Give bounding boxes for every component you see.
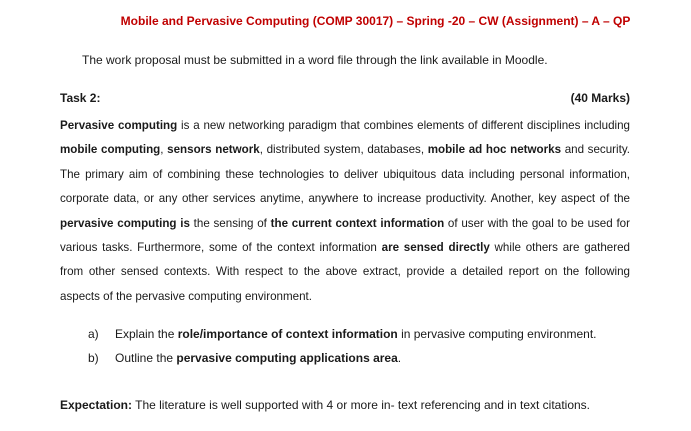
para-run: while others are gathered from other sensed contexts. With respect to the above extract, provide a detailed report on the following aspects of the pervasive computing environment. [60,241,631,303]
expectation [60,398,590,412]
para-run: , distributed system, databases, [259,143,428,157]
para-run: are sensed directly [381,241,490,255]
para-run: mobile ad hoc networks [427,143,562,157]
item-run: pervasive computing applications area [176,351,398,365]
para-run: , [160,143,168,157]
expectation-label: Expectation: [60,398,133,412]
task-header [60,91,630,105]
item-run: in pervasive computing environment. [397,327,597,341]
task-description [60,114,630,309]
task-items-list [88,322,648,370]
item-run: role/importance of context information [177,327,398,341]
task-label: Task 2: [60,91,101,105]
para-run: the sensing of [189,216,271,230]
para-run: and security. The primary aim of combining these technologies to deliver ubiquitous data including personal information, corporate data, or any other services anytime, anywhere to increase productivity. Another, key aspect of the [60,143,630,206]
expectation-text: The literature is well supported with 4 or more in- text referencing and in text citations. [132,398,591,412]
list-marker: b) [88,351,99,365]
task-marks: (40 Marks) [570,91,630,105]
list-item-text [115,322,597,346]
item-run: Explain the [115,327,178,341]
list-item [88,322,648,346]
para-run: sensors network [167,143,260,157]
para-run: pervasive computing is [60,216,190,230]
para-run: mobile computing [60,143,161,157]
para-run: is a new networking paradigm that combines elements of different disciplines including [177,119,630,132]
list-marker: a) [88,327,99,341]
item-run: Outline the [115,351,177,365]
submission-instruction: The work proposal must be submitted in a word file through the link available in Moodle. [82,53,548,67]
para-run: of user with the goal to be used for various tasks. Furthermore, some of the context information [60,216,630,255]
document-title: Mobile and Pervasive Computing (COMP 30017) – Spring -20 – CW (Assignment) – A – QP [120,14,631,28]
para-run: Pervasive computing [60,119,178,132]
para-run: the current context information [270,216,445,230]
list-item [88,346,648,370]
item-run: . [397,351,402,365]
list-item-text [115,346,401,370]
